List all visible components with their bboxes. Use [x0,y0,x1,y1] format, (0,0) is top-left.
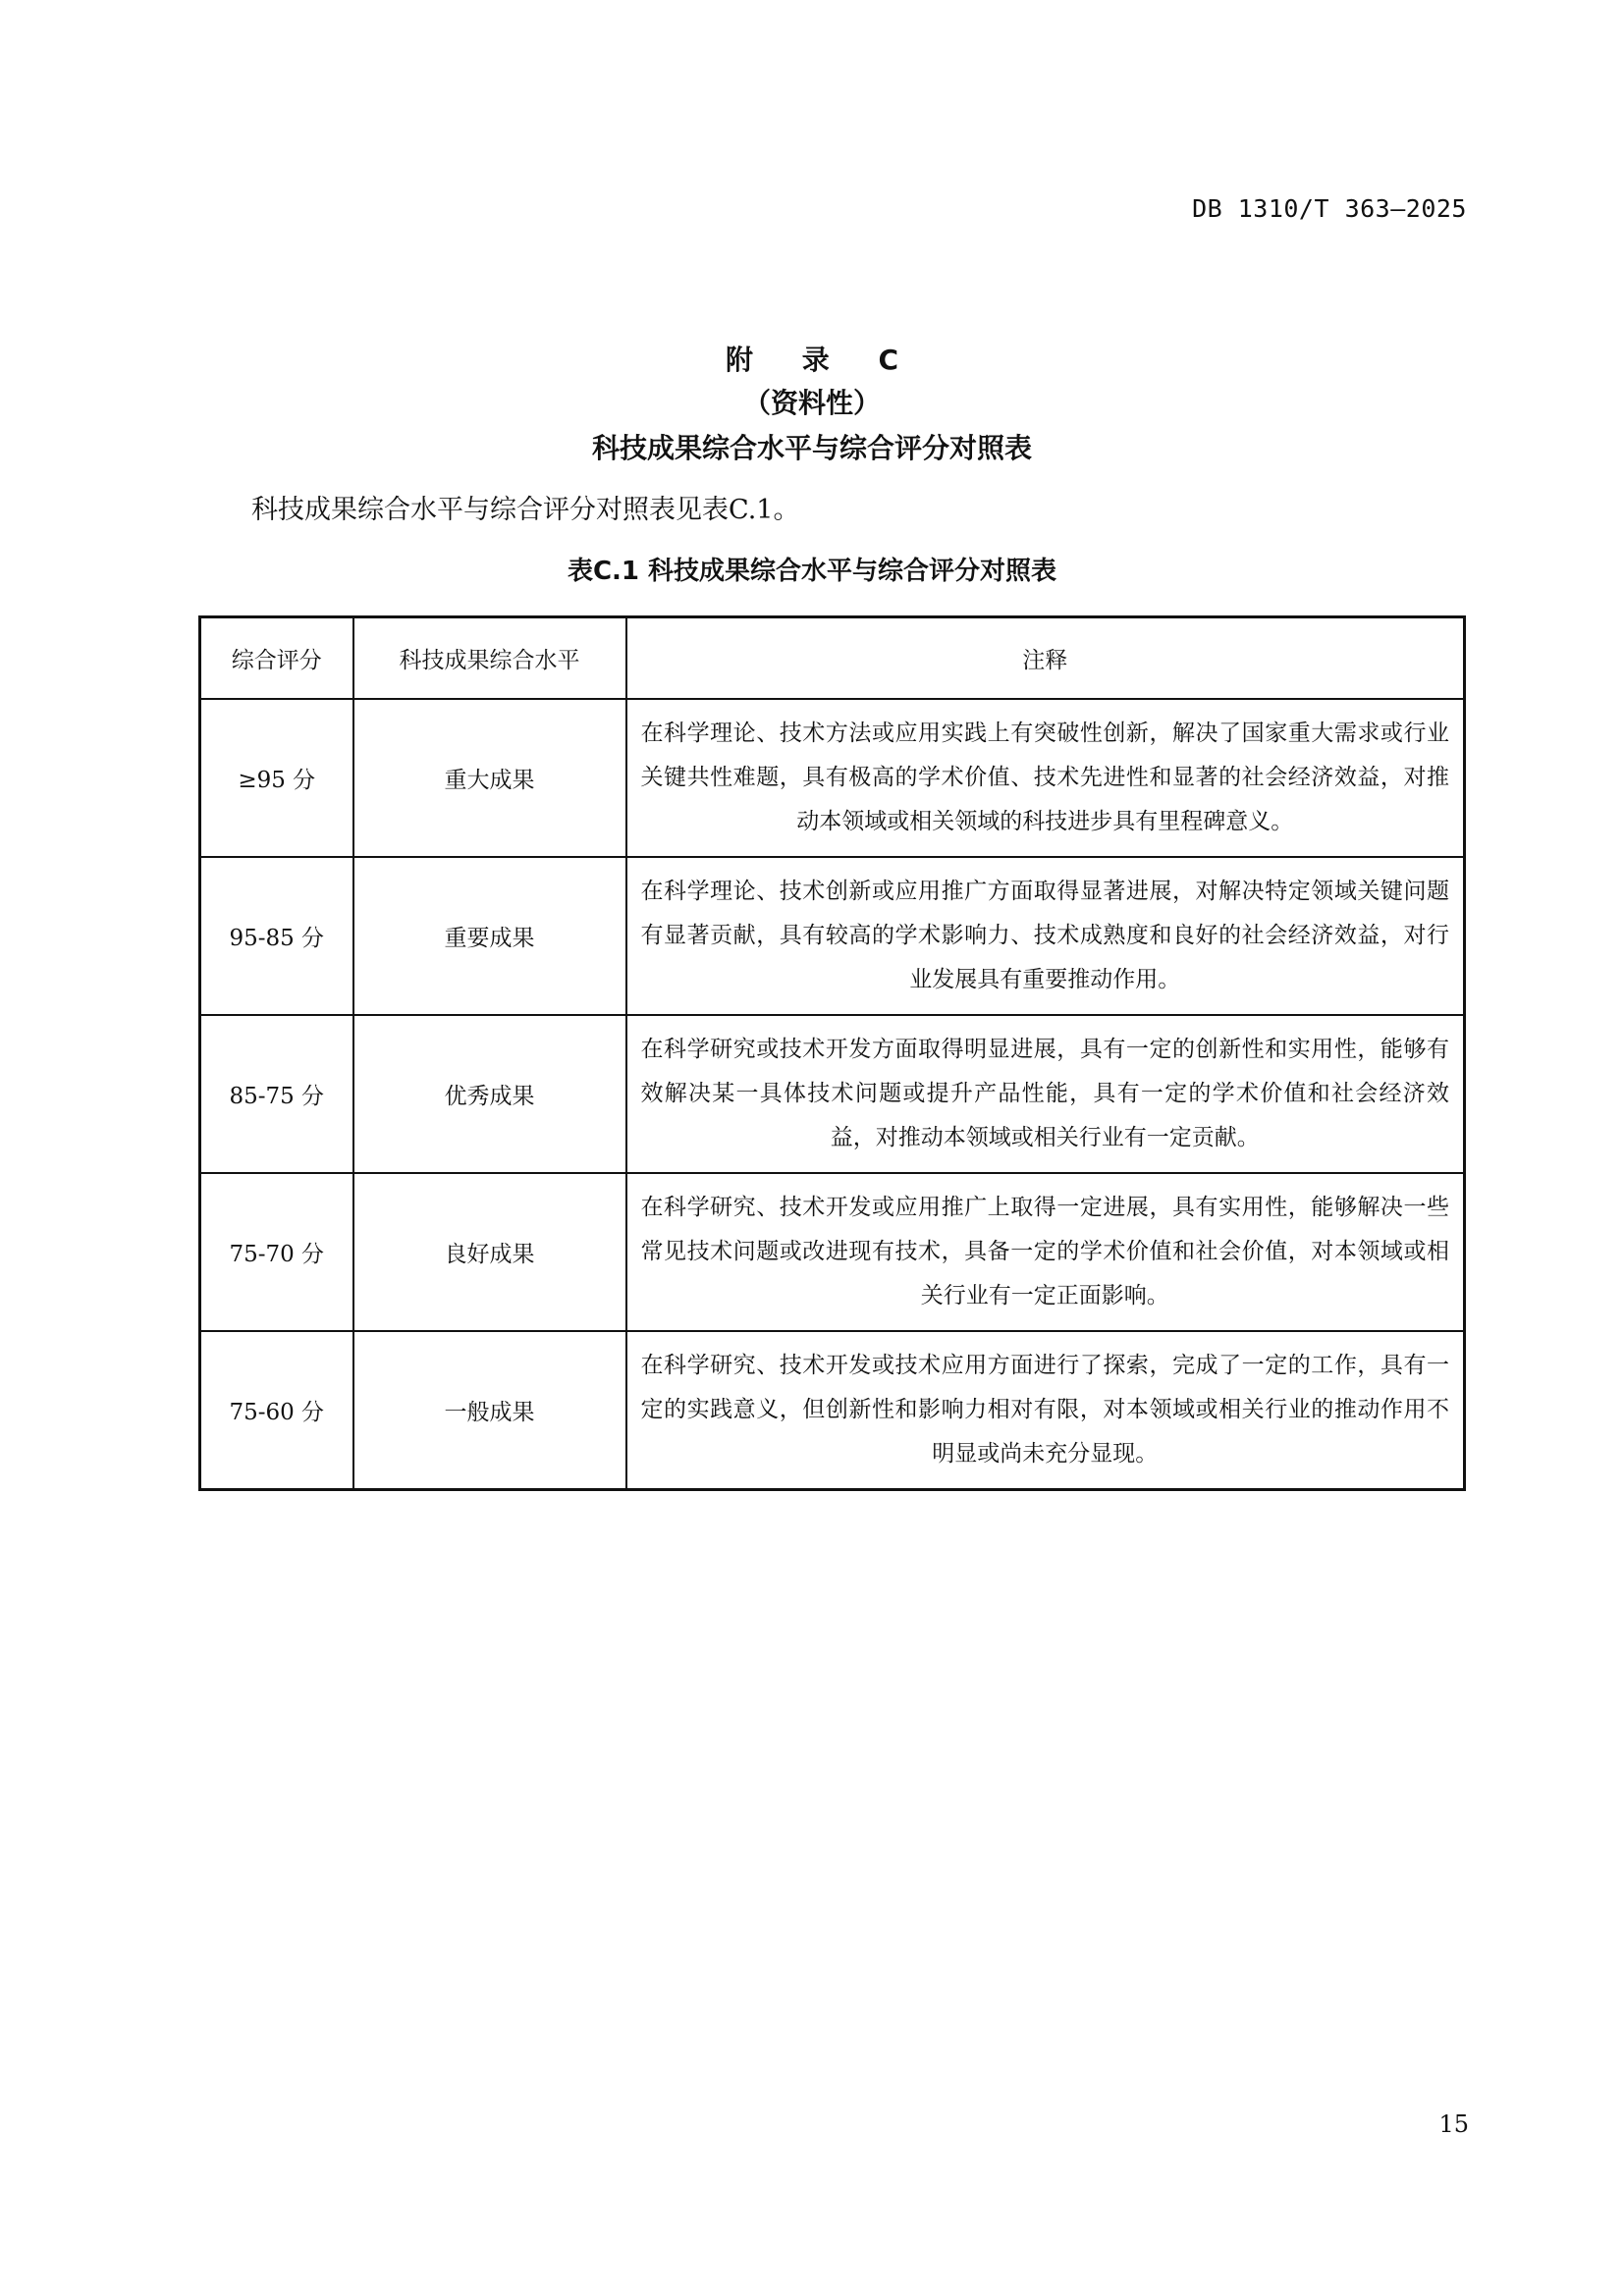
level-cell: 优秀成果 [353,1015,626,1173]
appendix-title: 附 录 C [725,344,919,376]
table-header-row [200,617,1465,700]
table-row [200,699,1465,857]
note-cell: 在科学理论、技术创新或应用推广方面取得显著进展，对解决特定领域关键问题有显著贡献，具有较高的学术影响力、技术成熟度和良好的社会经济效益，对行业发展具有重要推动作用。 [626,857,1465,1015]
header-score: 综合评分 [200,617,353,700]
table-row [200,857,1465,1015]
score-comparison-table [198,615,1466,1491]
table-caption: 表C.1 科技成果综合水平与综合评分对照表 [567,557,1057,586]
appendix-nature: （资料性） [742,387,881,419]
intro-paragraph: 科技成果综合水平与综合评分对照表见表C.1。 [251,495,800,525]
level-cell: 重要成果 [353,857,626,1015]
header-note: 注释 [626,617,1465,700]
level-cell: 一般成果 [353,1331,626,1490]
score-cell: 75-70 分 [200,1173,353,1331]
appendix-subject: 科技成果综合水平与综合评分对照表 [591,432,1032,464]
score-cell: 95-85 分 [200,857,353,1015]
header-level: 科技成果综合水平 [353,617,626,700]
appendix-heading [0,339,1624,472]
table-row [200,1331,1465,1490]
note-cell: 在科学理论、技术方法或应用实践上有突破性创新，解决了国家重大需求或行业关键共性难题，具有极高的学术价值、技术先进性和显著的社会经济效益，对推动本领域或相关领域的科技进步具有里程碑意义。 [626,699,1465,857]
note-cell: 在科学研究、技术开发或应用推广上取得一定进展，具有实用性，能够解决一些常见技术问题或改进现有技术，具备一定的学术价值和社会价值，对本领域或相关行业有一定正面影响。 [626,1173,1465,1331]
score-cell: ≥95 分 [200,699,353,857]
score-cell: 85-75 分 [200,1015,353,1173]
page-number: 15 [1438,2110,1469,2138]
note-cell: 在科学研究、技术开发或技术应用方面进行了探索，完成了一定的工作，具有一定的实践意义，但创新性和影响力相对有限，对本领域或相关行业的推动作用不明显或尚未充分显现。 [626,1331,1465,1490]
score-cell: 75-60 分 [200,1331,353,1490]
note-cell: 在科学研究或技术开发方面取得明显进展，具有一定的创新性和实用性，能够有效解决某一具体技术问题或提升产品性能，具有一定的学术价值和社会经济效益，对推动本领域或相关行业有一定贡献。 [626,1015,1465,1173]
table-row [200,1015,1465,1173]
level-cell: 重大成果 [353,699,626,857]
level-cell: 良好成果 [353,1173,626,1331]
document-code: DB 1310/T 363—2025 [1192,194,1467,223]
table-row [200,1173,1465,1331]
